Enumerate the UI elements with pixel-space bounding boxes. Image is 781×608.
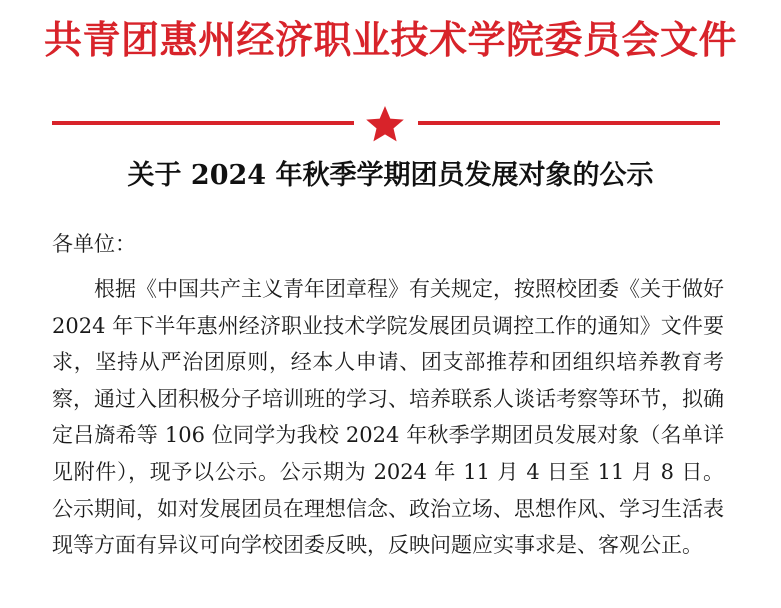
org-header-title: 共青团惠州经济职业技术学院委员会文件: [43, 17, 737, 62]
body-paragraph: 根据《中国共产主义青年团章程》有关规定，按照校团委《关于做好 2024 年下半年惠州经济职业技术学院发展团员调控工作的通知》文件要求，坚持从严治团原则，经本人申请、团支部推荐和团组织培养教育考察，通过入团积极分子培训班的学习、培养联系人谈话考察等环节，拟确定吕旖希等 106 位同学为我校 2024 年秋季学期团员发展对象（名单详见附件），现予以公示。公示期为 2024 年 11 月 4 日至 11 月 8 日。公示期间，如对发展团员在理想信念、政治立场、思想作风、学习生活表现等方面有异议可向学校团委反映，反映问题应实事求是、客观公正。: [52, 277, 724, 558]
red-star-icon: [360, 104, 410, 142]
header-divider-right: [418, 121, 720, 125]
header-divider-left: [52, 121, 354, 125]
salutation: 各单位：: [52, 232, 136, 256]
document-title: 关于 2024 年秋季学期团员发展对象的公示: [127, 160, 654, 191]
